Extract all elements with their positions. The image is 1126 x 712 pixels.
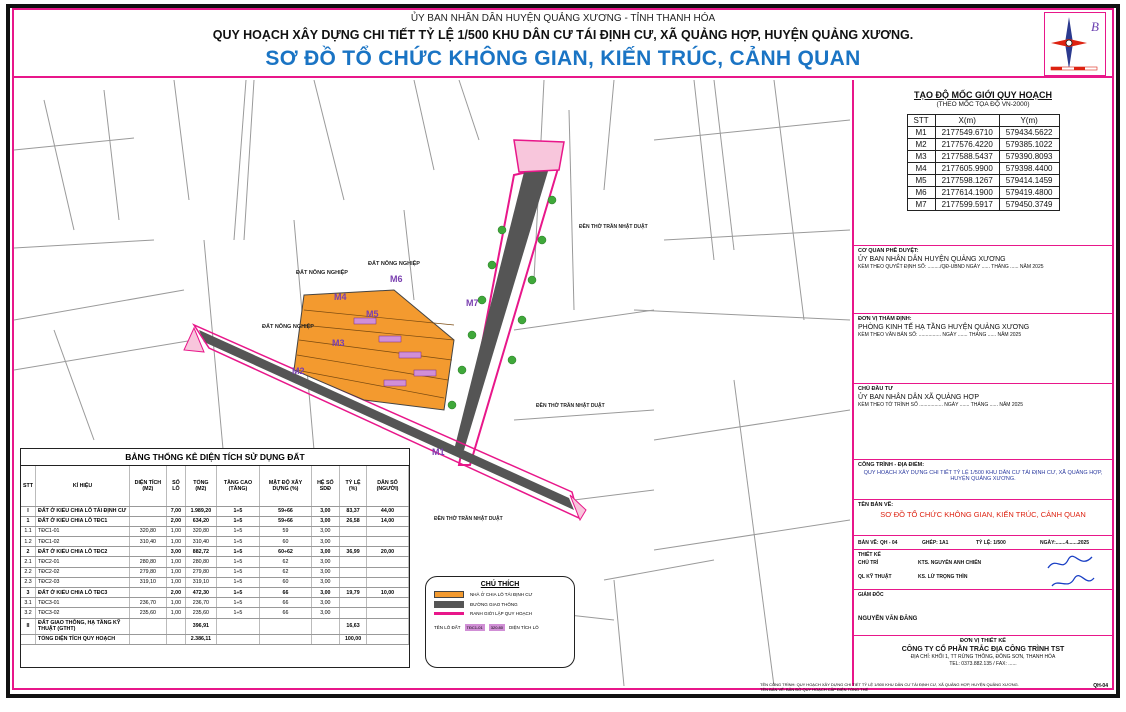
stat-header: DIỆN TÍCH (M2) xyxy=(130,466,167,506)
coord-row: M6 2177614.1900 579419.4800 xyxy=(907,187,1059,199)
title-panel xyxy=(852,80,1110,686)
coord-row: M7 2177599.5917 579450.3749 xyxy=(907,199,1059,211)
stat-header: TẦNG CAO (TẦNG) xyxy=(216,466,260,506)
stat-row: 3.1 TĐC3-01 236,70 1,00 236,70 1÷5 66 3,00 xyxy=(21,598,409,608)
coord-row: M5 2177598.1267 579414.1459 xyxy=(907,175,1059,187)
label-agri-2: ĐẤT NÔNG NGHIỆP xyxy=(262,324,314,330)
label-temple-3: ĐỀN THỜ TRẦN NHẬT DUẬT xyxy=(434,516,503,522)
land-use-grid xyxy=(21,466,409,645)
label-temple-2: ĐỀN THỜ TRẦN NHẬT DUẬT xyxy=(536,403,605,409)
coord-section xyxy=(854,80,1112,246)
label-m7: M7 xyxy=(466,298,479,308)
coord-row: M1 2177549.6710 579434.5622 xyxy=(907,127,1059,139)
stat-row: 1.2 TĐC1-02 310,40 1,00 310,40 1÷5 60 3,00 xyxy=(21,537,409,547)
stat-row: TỔNG DIỆN TÍCH QUY HOẠCH 2.386,11 100,00 xyxy=(21,634,409,644)
stat-row: II ĐẤT GIAO THÔNG, HẠ TẦNG KỸ THUẬT (GTHT) 396,91 16,63 xyxy=(21,618,409,634)
land-use-table xyxy=(20,448,410,668)
stat-row: 2.1 TĐC2-01 280,80 1,00 280,80 1÷5 62 3,00 xyxy=(21,557,409,567)
sheet-code: QH-04 xyxy=(1093,683,1108,689)
design-people: THIẾT KẾ CHỦ TRÌ KTS. NGUYỄN ANH CHIẾN QL KỸ THUẬT KS. LỪ TRỌNG THÌN xyxy=(854,550,1112,590)
appraisal-section: ĐƠN VỊ THẨM ĐỊNH: PHÒNG KINH TẾ HẠ TẦNG HUYỆN QUẢNG XƯƠNG KÈM THEO VĂN BẢN SỐ: ................ NGÀY ....... THÁNG ...... NĂM 2025 xyxy=(854,314,1112,384)
stat-row: 2.3 TĐC2-03 319,10 1,00 319,10 1÷5 60 3,00 xyxy=(21,577,409,587)
site-plan-map xyxy=(14,80,850,686)
footer-notes: TÊN CÔNG TRÌNH: QUY HOẠCH XÂY DỰNG CHI TIẾT TỶ LỆ 1/500 KHU DÂN CƯ TÁI ĐỊNH CƯ, XÃ QUẢNG HỢP, HUYỆN QUẢNG XƯƠNG. TÊN BẢN VẼ: BẢN ĐỒ QUY HOẠCH CẤP ĐIỆN TỔNG THỂ xyxy=(760,682,1019,692)
coord-subtitle: (THEO MỐC TỌA ĐỘ VN-2000) xyxy=(936,101,1030,108)
coord-table: STT X(m) Y(m) M1 2177549.6710 579434.5622 M2 2177576.4220 579385.1022 M3 2177588.5437 579390.8093 M4 2177605.9900 579398.4400 M5 2177598.1267 579414.1459 M6 2177614.1900 579419.4800 M7 2177599.5917 579450.3749 xyxy=(907,114,1060,211)
road-swatch-icon xyxy=(434,601,464,608)
coord-title: TẠO ĐỘ MỐC GIỚI QUY HOẠCH xyxy=(913,90,1052,100)
coord-row: M2 2177576.4220 579385.1022 xyxy=(907,139,1059,151)
drawing-title: SƠ ĐỒ TỔ CHỨC KHÔNG GIAN, KIẾN TRÚC, CẢNH QUAN xyxy=(265,47,861,70)
authority-line: ỦY BAN NHÂN DÂN HUYỆN QUẢNG XƯƠNG - TỈNH THANH HÓA xyxy=(410,13,716,24)
legend-item-road: ĐƯỜNG GIAO THÔNG xyxy=(434,601,566,608)
stat-row: 1 ĐẤT Ở KIỂU CHIA LÔ TĐC1 2,00 634,20 1÷5 59÷66 3,00 26,58 14,00 xyxy=(21,516,409,526)
label-m3: M3 xyxy=(332,338,345,348)
investor-section: CHỦ ĐẦU TƯ ỦY BAN NHÂN DÂN XÃ QUẢNG HỢP KÈM THEO TỜ TRÌNH SỐ ................. NGÀY ....... THÁNG ...... NĂM 2025 xyxy=(854,384,1112,460)
legend-item-housing: NHÀ Ở CHIA LÔ TÁI ĐỊNH CƯ xyxy=(434,591,566,598)
label-temple-1: ĐỀN THỜ TRẦN NHẬT DUẬT xyxy=(579,224,648,230)
sheet-name-section: TÊN BẢN VẼ: SƠ ĐỒ TỔ CHỨC KHÔNG GIAN, KIẾN TRÚC, CẢNH QUAN xyxy=(854,500,1112,536)
stat-header: STT xyxy=(21,466,36,506)
boundary-swatch-icon xyxy=(434,612,464,615)
label-m1: M1 xyxy=(432,447,445,457)
label-m2: M2 xyxy=(292,366,305,376)
label-m6: M6 xyxy=(390,274,403,284)
legend xyxy=(425,576,575,668)
stat-header: DÂN SỐ (NGƯỜI) xyxy=(367,466,409,506)
company-section: ĐƠN VỊ THIẾT KẾ CÔNG TY CỔ PHẦN TRẮC ĐỊA CÔNG TRÌNH TST ĐỊA CHỈ: KHỐI 1, TT RỪNG THÔNG, ĐÔNG SƠN, THANH HÓA TEL: 0373.882.135 / FAX: ...... xyxy=(901,638,1065,667)
legend-sample-lot: TÊN LÔ ĐẤT TĐC1-01 320.80 DIỆN TÍCH LÔ xyxy=(434,625,539,630)
stat-header: TỔNG (M2) xyxy=(186,466,216,506)
label-agri-3: ĐẤT NÔNG NGHIỆP xyxy=(368,261,420,267)
signature-chief xyxy=(1046,554,1094,572)
stat-row: 2 ĐẤT Ở KIỂU CHIA LÔ TĐC2 3,00 882,72 1÷5 60÷62 3,00 36,99 20,00 xyxy=(21,547,409,557)
legend-item-boundary: RANH GIỚI LẬP QUY HOẠCH xyxy=(434,611,566,616)
land-use-title: BẢNG THỐNG KÊ DIỆN TÍCH SỬ DỤNG ĐẤT xyxy=(21,449,409,466)
housing-swatch-icon xyxy=(434,591,464,598)
stat-header: SỐ LÔ xyxy=(166,466,186,506)
stat-row: I ĐẤT Ở KIỂU CHIA LÔ TÁI ĐỊNH CƯ 7,00 1.989,20 1÷5 59÷66 3,00 83,37 44,00 xyxy=(21,506,409,516)
svg-text:B: B xyxy=(1091,19,1099,34)
signature-tech xyxy=(1050,574,1098,592)
label-m5: M5 xyxy=(366,309,379,319)
coord-row: M4 2177605.9900 579398.4400 xyxy=(907,163,1059,175)
stat-row: 3.2 TĐC3-02 235,60 1,00 235,60 1÷5 66 3,00 xyxy=(21,608,409,618)
label-agri-1: ĐẤT NÔNG NGHIỆP xyxy=(296,270,348,276)
stat-header: MẬT ĐỘ XÂY DỰNG (%) xyxy=(260,466,311,506)
stat-row: 2.2 TĐC2-02 279,80 1,00 279,80 1÷5 62 3,00 xyxy=(21,567,409,577)
compass-icon xyxy=(1044,12,1106,76)
coord-row: M3 2177588.5437 579390.8093 xyxy=(907,151,1059,163)
project-title: QUY HOẠCH XÂY DỰNG CHI TIẾT TỶ LỆ 1/500 KHU DÂN CƯ TÁI ĐỊNH CƯ, XÃ QUẢNG HỢP, HUYỆN QUẢNG XƯƠNG. xyxy=(212,28,914,42)
stat-header: HỆ SỐ SDĐ xyxy=(311,466,339,506)
stat-row: 1.1 TĐC1-01 320,80 1,00 320,80 1÷5 59 3,00 xyxy=(21,526,409,536)
title-block xyxy=(14,10,1112,78)
stat-row: 3 ĐẤT Ở KIỂU CHIA LÔ TĐC3 2,00 472,30 1÷5 66 3,00 19,79 10,00 xyxy=(21,588,409,598)
project-section: CÔNG TRÌNH - ĐỊA ĐIỂM: QUY HOẠCH XÂY DỰNG CHI TIẾT TỶ LỆ 1/500 KHU DÂN CƯ TÁI ĐỊNH CƯ, XÃ QUẢNG HỢP, HUYỆN QUẢNG XƯƠNG. xyxy=(854,460,1112,500)
legend-title: CHÚ THÍCH xyxy=(480,581,520,588)
stat-header: KÍ HIỆU xyxy=(36,466,130,506)
director-section: GIÁM ĐỐC NGUYỄN VĂN ĐĂNG xyxy=(854,590,1112,636)
info-row: BẢN VẼ: QH - 04 GHÉP: 1A1 TỶ LỆ: 1/500 NGÀY:.......4.......2025 xyxy=(854,536,1112,550)
label-m4: M4 xyxy=(334,292,347,302)
approval-section: CƠ QUAN PHÊ DUYỆT: ỦY BAN NHÂN DÂN HUYỆN QUẢNG XƯƠNG KÈM THEO QUYẾT ĐỊNH SỐ: ........./QĐ-UBND NGÀY ...... THÁNG ...... NĂM 2025 xyxy=(854,246,1112,314)
stat-header: TỶ LỆ (%) xyxy=(340,466,367,506)
